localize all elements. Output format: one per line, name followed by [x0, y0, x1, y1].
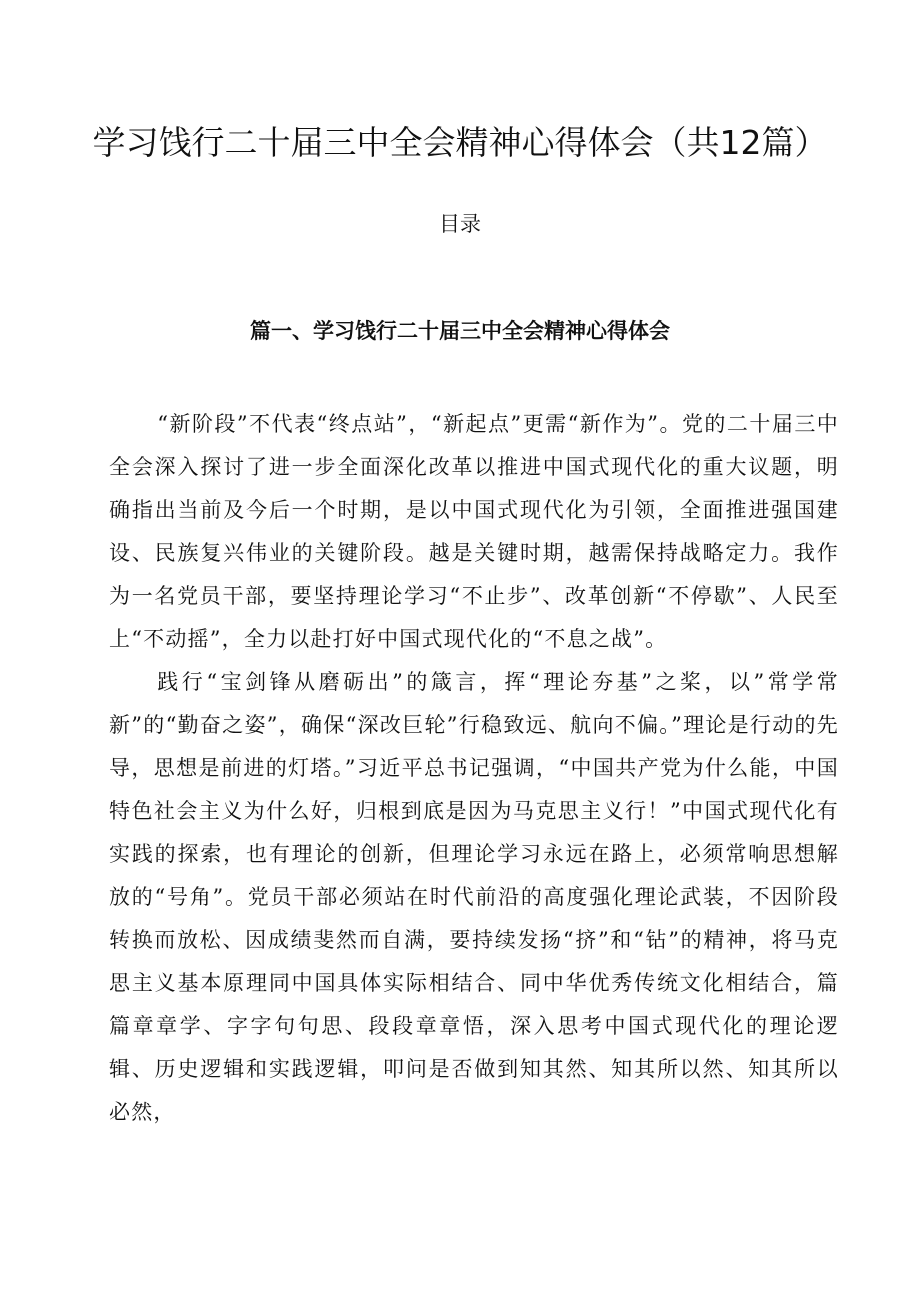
body-text: [109, 403, 839, 1134]
table-of-contents-label: 目录: [439, 212, 481, 236]
paragraph-1: “新阶段”不代表“终点站”，“新起点”更需“新作为”。党的二十届三中全会深入探讨了进一步全面深化改革以推进中国式现代化的重大议题，明确指出当前及今后一个时期，是以中国式现代化为引领，全面推进强国建设、民族复兴伟业的关键阶段。越是关键时期，越需保持战略定力。我作为一名党员干部，要坚持理论学习“不止步”、改革创新“不停歇”、人民至上“不动摇”，全力以赴打好中国式现代化的“不息之战”。: [109, 412, 839, 651]
paragraph-2: 践行“宝剑锋从磨砺出”的箴言，挥“理论夯基”之桨，以”常学常新”的“勤奋之姿”，确保“深改巨轮”行稳致远、航向不偏。”理论是行动的先导，思想是前进的灯塔。”习近平总书记强调，“中国共产党为什么能，中国特色社会主义为什么好，归根到底是因为马克思主义行！”中国式现代化有实践的探索，也有理论的创新，但理论学习永远在路上，必须常响思想解放的“号角”。党员干部必须站在时代前沿的高度强化理论武装，不因阶段转换而放松、因成绩斐然而自满，要持续发扬“挤”和“钻”的精神，将马克思主义基本原理同中国具体实际相结合、同中华优秀传统文化相结合，篇篇章章学、字字句句思、段段章章悟，深入思考中国式现代化的理论逻辑、历史逻辑和实践逻辑，叩问是否做到知其然、知其所以然、知其所以必然，: [109, 670, 839, 1124]
document-title: 学习饯行二十届三中全会精神心得体会（共12篇）: [92, 123, 828, 162]
section-title: 篇一、学习饯行二十届三中全会精神心得体会: [250, 319, 670, 343]
